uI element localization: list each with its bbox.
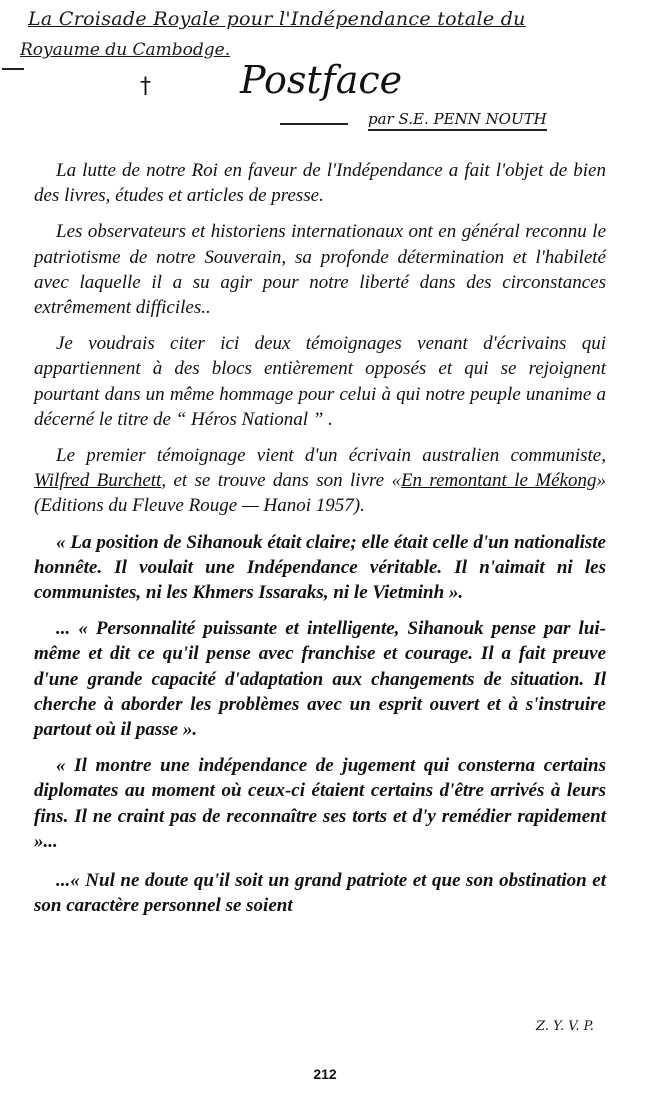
handwritten-cross-mark: †: [140, 74, 151, 99]
witness-author: Wilfred Burchett: [34, 470, 162, 492]
witness-end: » (Editions du Fleuve Rouge — Hanoi 1957).: [34, 470, 606, 517]
paragraph: La lutte de notre Roi en faveur de l'Indépendance a fait l'objet de bien des livres, études et articles de presse.: [34, 160, 606, 207]
margin-dash: [2, 68, 24, 70]
handwritten-heading-line1: La Croisade Royale pour l'Indépendance totale du: [28, 8, 526, 30]
witness-mid: , et se trouve dans son livre «: [161, 470, 401, 492]
witness-intro: Le premier témoignage vient d'un écrivain australien communiste,: [56, 445, 606, 467]
handwritten-heading-line2: Royaume du Cambodge.: [20, 40, 231, 60]
witness-book: En remontant le Mékong: [400, 470, 597, 492]
paragraph-witness: [34, 443, 606, 519]
body-text: [34, 158, 606, 929]
paragraph: Je voudrais citer ici deux témoignages venant d'écrivains qui appartiennent à des blocs entièrement opposés et qui se rejoignent pourtant dans un même hommage pour celui à qui notre peuple unanime a décerné le titre de “ Héros National ” .: [34, 333, 606, 430]
byline-rule: [280, 123, 348, 125]
byline: par S.E. PENN NOUTH: [368, 110, 547, 131]
handwritten-initials: Z. Y. V. P.: [536, 1019, 594, 1034]
quote: « La position de Sihanouk était claire; elle était celle d'un nationaliste honnête. Il voulait une Indépendance véritable. Il n'aimait ni les communistes, ni les Khmers Issaraks, ni le Vietminh ».: [34, 531, 606, 604]
quote: ... « Personnalité puissante et intelligente, Sihanouk pense par lui-même et dit ce qu'il pense avec franchise et courage. Il a fait preuve d'une grande capacité d'adaptation aux changements de situation. Il cherche à aborder les problèmes avec un esprit ouvert et à s'instruire partout où il passe ».: [34, 618, 606, 741]
quote: ...« Nul ne doute qu'il soit un grand patriote et que son obstination et son caractère personnel se soient: [34, 870, 606, 917]
paragraph: Les observateurs et historiens internationaux ont en général reconnu le patriotisme de notre Souverain, sa profonde détermination et l'habileté avec laquelle il a su agir pour notre liberté dans des circonstances extrêmement difficiles..: [34, 221, 606, 319]
page-title: Postface: [240, 58, 403, 102]
quote: « Il montre une indépendance de jugement qui consterna certains diplomates au moment où ceux-ci étaient certains d'être arrivés à leurs fins. Il ne craint pas de reconnaître ses torts et d'y remédier rapidement »...: [34, 755, 606, 852]
page-number: 212: [313, 1066, 337, 1082]
